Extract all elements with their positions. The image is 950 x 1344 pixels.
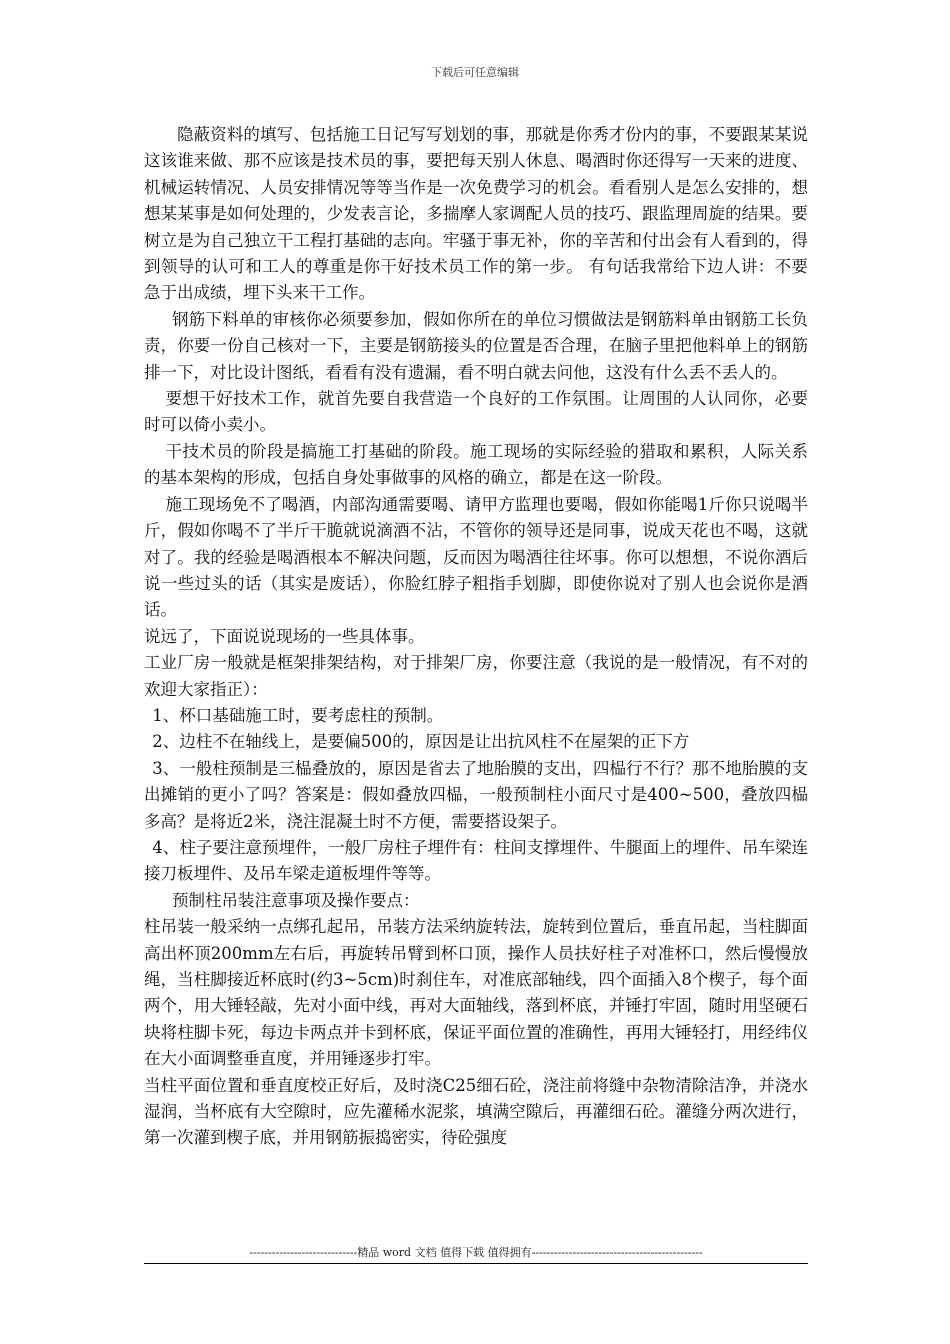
page-footer: -----------------------------精品 word 文档 值得下载 值得拥有----------------------------------------------: [249, 1246, 703, 1259]
paragraph: 1、杯口基础施工时，要考虑柱的预制。: [152, 705, 444, 725]
paragraph: 干技术员的阶段是搞施工打基础的阶段。施工现场的实际经验的猎取和累积，人际关系的基本架构的形成，包括自身处事做事的风格的确立，都是在这一阶段。: [144, 441, 808, 488]
paragraph: 要想干好技术工作，就首先要自我营造一个良好的工作氛围。让周围的人认同你，必要时可以倚小卖小。: [144, 389, 808, 435]
paragraph: 说远了，下面说说现场的一些具体事。: [144, 626, 425, 646]
paragraph: 预制柱吊装注意事项及操作要点：: [172, 890, 420, 910]
paragraph: 钢筋下料单的审核你必须要参加，假如你所在的单位习惯做法是钢筋料单由钢筋工长负责，你要一份自己核对一下，主要是钢筋接头的位置是否合理，在脑子里把他料单上的钢筋排一下，对比设计图纸，看看有没有遗漏，看不明白就去问他，这没有什么丢不丢人的。: [144, 309, 808, 382]
paragraph: 柱吊装一般采纳一点绑孔起吊，吊装方法采纳旋转法，旋转到位置后，垂直吊起，当柱脚面高出杯顶200mm左右后，再旋转吊臂到杯口顶，操作人员扶好柱子对准杯口，然后慢慢放绳，当柱脚接近杯底时(约3~5cm)时刹住车，对准底部轴线，四个面插入8个楔子，每个面两个，用大锤轻敲，先对小面中线，再对大面轴线，落到杯底，并锤打牢固，随时用坚硬石块将柱脚卡死，每边卡两点并卡到杯底，保证平面位置的准确性，再用大锤轻打，用经纬仪在大小面调整垂直度，并用锤逐步打牢。: [144, 917, 808, 1069]
paragraph: 隐蔽资料的填写、包括施工日记写写划划的事，那就是你秀才份内的事，不要跟某某说这该谁来做、那不应该是技术员的事，要把每天别人休息、喝酒时你还得写一天来的进度、机械运转情况、人员安排情况等等当作是一次免费学习的机会。看看别人是怎么安排的，想想某某事是如何处理的，少发表言论，多揣摩人家调配人员的技巧、跟监理周旋的结果。要树立是为自己独立干工程打基础的志向。牢骚于事无补，你的辛苦和付出会有人看到的，得到领导的认可和工人的尊重是你干好技术员工作的第一步。 有句话我常给下边人讲：不要急于出成绩，埋下头来干工作。: [144, 125, 808, 303]
paragraph: 当柱平面位置和垂直度校正好后，及时浇C25细石砼，浇注前将缝中杂物清除洁净，并浇水湿润，当杯底有大空隙时，应先灌稀水泥浆，填满空隙后，再灌细石砼。灌缝分两次进行，第一次灌到楔子底，并用钢筋振捣密实，待砼强度: [144, 1075, 808, 1148]
paragraph: 工业厂房一般就是框架排架结构，对于排架厂房，你要注意（我说的是一般情况，有不对的欢迎大家指正）：: [144, 653, 808, 699]
page-header: 下载后可任意编辑: [431, 66, 519, 79]
paragraph: 3、一般柱预制是三榀叠放的，原因是省去了地胎膜的支出，四榀行不行？那不地胎膜的支出摊销的更小了吗？答案是：假如叠放四榀，一般预制柱小面尺寸是400~500，叠放四榀多高？是将近2米，浇注混凝土时不方便，需要搭设架子。: [144, 758, 808, 831]
paragraph: 4、柱子要注意预埋件，一般厂房柱子埋件有：柱间支撑埋件、牛腿面上的埋件、吊车梁连接刀板埋件、及吊车梁走道板埋件等等。: [144, 837, 808, 884]
document-body: [144, 122, 808, 1152]
paragraph: 施工现场免不了喝酒，内部沟通需要喝、请甲方监理也要喝，假如你能喝1斤你只说喝半斤，假如你喝不了半斤干脆就说滴酒不沾，不管你的领导还是同事，说成天花也不喝，这就对了。我的经验是喝酒根本不解决问题，反而因为喝酒往往坏事。你可以想想，不说你酒后说一些过头的话（其实是废话），你脸红脖子粗指手划脚，即使你说对了别人也会说你是酒话。: [144, 494, 808, 620]
footer-rule: [144, 1263, 808, 1264]
paragraph: 2、边柱不在轴线上，是要偏500的，原因是让出抗风柱不在屋架的正下方: [152, 732, 690, 752]
